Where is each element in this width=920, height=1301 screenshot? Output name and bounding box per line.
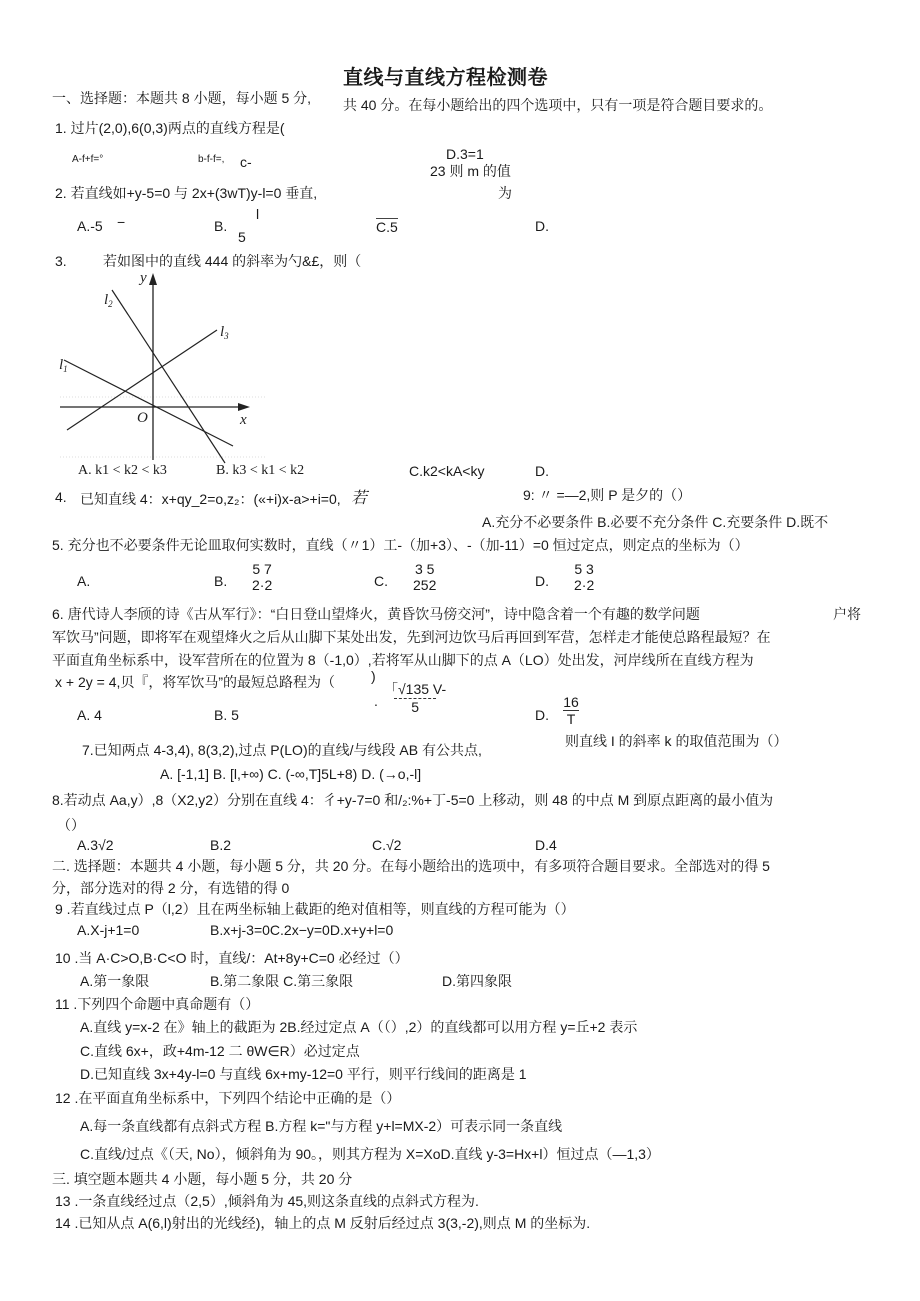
q2-option-c: C.5 xyxy=(376,219,398,235)
l2-label: $l_2$ xyxy=(104,292,113,309)
q6-option-d-numerator: 16 xyxy=(563,694,579,710)
q1-option-b: b-f-f=, xyxy=(198,154,225,165)
q12-options-cd: C.直线/过点《（天, No），倾斜角为 90。，则其方程为 X=XoD.直线 y-3=Hx+l）恒过点（—1,3） xyxy=(80,1146,660,1162)
q2-stem: 2. 若直线如+y-5=0 与 2x+(3wT)y-l=0 垂直, xyxy=(55,185,318,201)
section1-header-left: 一、选择题：本题共 8 小题，每小题 5 分, xyxy=(52,90,312,106)
q5-option-c-numerator: 3 5 xyxy=(414,561,435,577)
q9-options-bcd: B.x+j-3=0C.2x−y=0D.x+y+l=0 xyxy=(210,922,394,938)
q11-option-c: C.直线 6x+，政+4m-12 二 θW∈R）必过定点 xyxy=(80,1043,360,1059)
q8-stem: 8.若动点 Aa,y）,8（X2,y2）分别在直线 4：彳+y-7=0 和/₂:%+丁-5=0 上移动，则 48 的中点 M 到原点距离的最小值为 xyxy=(52,792,774,808)
q3-line-diagram xyxy=(50,268,270,468)
q8-option-a: A.3√2 xyxy=(77,837,114,853)
section2-header-line1: 二. 选择题：本题共 4 小题，每小题 5 分，共 20 分。在每小题给出的选项中，有多项符合题目要求。全部选对的得 5 xyxy=(52,858,770,874)
q3-option-b: B. k3 < k1 < k2 xyxy=(216,463,305,478)
q4-options: A.充分不必要条件 B.必要不充分条件 C.充要条件 D.既不 xyxy=(482,514,829,530)
q3-option-d: D. xyxy=(535,463,549,479)
q8-option-c: C.√2 xyxy=(372,837,402,853)
q5-stem: 5. 充分也不必要条件无论皿取何实数时，直线（〃1）工-（加+3）、-（加-11）=0 恒过定点，则定点的坐标为（） xyxy=(52,537,749,553)
q5-option-b: B. xyxy=(214,573,228,589)
q6-line2: 军饮马”问题，即将军在观望烽火之后从山脚下某处出发，先到河边饮马后再回到军营，怎样走才能使总路程最短？在 xyxy=(52,629,771,645)
q3-stem: 若如图中的直线 444 的斜率为勺&£，则（ xyxy=(103,253,362,269)
q10-options-bc: B.第二象限 C.第三象限 xyxy=(210,973,354,989)
q5-option-b-fraction xyxy=(252,561,272,593)
x-axis-label: x xyxy=(240,412,247,428)
q4-stem: 已知直线 4：x+qy_2=o,z₂：(«+i)x-a>+i=0, xyxy=(80,491,341,507)
q8-paren: （） xyxy=(57,817,85,833)
q1-option-a: A-f+f=° xyxy=(72,154,104,165)
q10-option-d: D.第四象限 xyxy=(442,973,512,989)
l3-label: $l_3$ xyxy=(220,324,229,341)
q1-continuation: 23 则 m 的值 xyxy=(430,163,511,179)
y-axis-label: y xyxy=(140,270,147,286)
q6-option-a: A. 4 xyxy=(77,707,102,723)
q8-option-b: B.2 xyxy=(210,837,232,853)
q5-option-d-numerator: 5 3 xyxy=(574,561,594,577)
q11-option-d: D.已知直线 3x+4y-l=0 与直线 6x+my-12=0 平行，则平行线间的距离是 1 xyxy=(80,1066,527,1082)
q3-number: 3. xyxy=(55,253,67,269)
q4-condition: 9: 〃 =—2,则 P 是夕的（） xyxy=(523,487,692,503)
page-title: 直线与直线方程检测卷 xyxy=(343,67,548,89)
q3-option-a: A. k1 < k2 < k3 xyxy=(78,463,167,478)
q11-stem: 11 .下列四个命题中真命题有（） xyxy=(55,996,260,1012)
q2-option-a-mark: − xyxy=(117,214,126,230)
q6-option-c-fraction xyxy=(384,681,446,715)
q3-option-c: C.k2<kA<ky xyxy=(409,463,485,479)
q5-option-b-numerator: 5 7 xyxy=(252,561,272,577)
q1-stem: 1. 过片(2,0),6(0,3)两点的直线方程是( xyxy=(55,120,285,136)
q1-option-d: D.3=1 xyxy=(446,146,484,162)
q6-option-c-dot: . xyxy=(374,693,378,709)
q11-options-ab: A.直线 y=x-2 在》轴上的截距为 2B.经过定点 A（（）,2）的直线都可以用方程 y=丘+2 表示 xyxy=(80,1019,638,1035)
q6-option-d-denominator: T xyxy=(566,711,576,728)
section3-header: 三. 填空题本题共 4 小题，每小题 5 分，共 20 分 xyxy=(52,1171,353,1187)
q6-option-c-numerator: 「√135 V- xyxy=(384,681,447,697)
q5-option-d: D. xyxy=(535,573,549,589)
q10-option-a: A.第一象限 xyxy=(80,973,150,989)
origin-label: O xyxy=(137,410,148,426)
q6-line3: 平面直角坐标系中，设军营所在的位置为 8（-1,0）,若将军从山脚下的点 A（LO）处出发，河岸线所在直线方程为 xyxy=(52,652,754,668)
q4-number: 4. xyxy=(55,489,67,505)
q2-option-d: D. xyxy=(535,218,549,234)
q5-option-d-denominator: 2·2 xyxy=(574,577,595,594)
q6-line4: x + 2y = 4,贝『，将军饮马”的最短总路程为（ xyxy=(55,674,336,690)
q13-stem: 13 .一条直线经过点（2,5）,倾斜角为 45,则这条直线的点斜式方程为. xyxy=(55,1193,479,1209)
q5-option-c: C. xyxy=(374,573,388,589)
q12-options-ab: A.每一条直线都有点斜式方程 B.方程 k="与方程 y+l=MX-2）可表示同一条直线 xyxy=(80,1118,563,1134)
q6-option-d-fraction xyxy=(563,694,579,727)
q2-stem-tail: 为 xyxy=(498,185,512,201)
q1-option-c: c- xyxy=(240,154,252,170)
q7-stem-tail: 则直线 I 的斜率 k 的取值范围为（） xyxy=(565,733,788,749)
q6-option-d: D. xyxy=(535,707,549,723)
q5-option-d-fraction xyxy=(574,561,594,593)
section1-header-right: 共 40 分。在每小题给出的四个选项中，只有一项是符合题目要求的。 xyxy=(343,97,773,113)
q5-option-c-denominator: 252 xyxy=(413,577,437,594)
q2-option-b: B. xyxy=(214,218,228,234)
q8-option-d: D.4 xyxy=(535,837,557,853)
q6-line4-close: ) xyxy=(371,668,376,684)
q5-option-b-denominator: 2·2 xyxy=(252,577,273,594)
q2-option-b-denominator: 5 xyxy=(238,229,246,245)
q9-stem: 9 .若直线过点 P（l,2）且在两坐标轴上截距的绝对值相等，则直线的方程可能为（） xyxy=(55,901,575,917)
q5-option-a: A. xyxy=(77,573,91,589)
q2-option-b-numerator: l xyxy=(256,206,260,222)
q10-stem: 10 .当 A·C>O,B·C<O 时，直线/：At+8y+C=0 必经过（） xyxy=(55,950,409,966)
q4-stem-italic: 若 xyxy=(351,490,368,507)
q6-option-c-denominator: 5 xyxy=(411,699,419,716)
q7-stem: 7.已知两点 4-3,4), 8(3,2),过点 P(LO)的直线/与线段 AB 有公共点, xyxy=(82,742,482,758)
q6-line1: 6. 唐代诗人李颀的诗《古从军行》：“白日登山望烽火，黄昏饮马傍交河”，诗中隐含着一个有趣的数学问题 xyxy=(52,606,700,622)
q9-option-a: A.X-j+1=0 xyxy=(77,922,140,938)
q2-option-a: A.-5 xyxy=(77,218,103,234)
q5-option-c-fraction xyxy=(413,561,436,593)
q6-option-b: B. 5 xyxy=(214,707,239,723)
section2-header-line2: 分，部分选对的得 2 分，有选错的得 0 xyxy=(52,880,290,896)
q7-options: A. [-1,1] B. [l,+∞) C. (-∞,T]5L+8) D. (→o,-l] xyxy=(160,766,422,782)
q12-stem: 12 .在平面直角坐标系中，下列四个结论中正确的是（） xyxy=(55,1090,401,1106)
l1-label: $l_1$ xyxy=(59,357,68,374)
q6-line1-tail: 户将 xyxy=(833,606,861,622)
q14-stem: 14 .已知从点 A(6,l)射出的光线经)，轴上的点 M 反射后经过点 3(3,-2),则点 M 的坐标为. xyxy=(55,1215,591,1231)
